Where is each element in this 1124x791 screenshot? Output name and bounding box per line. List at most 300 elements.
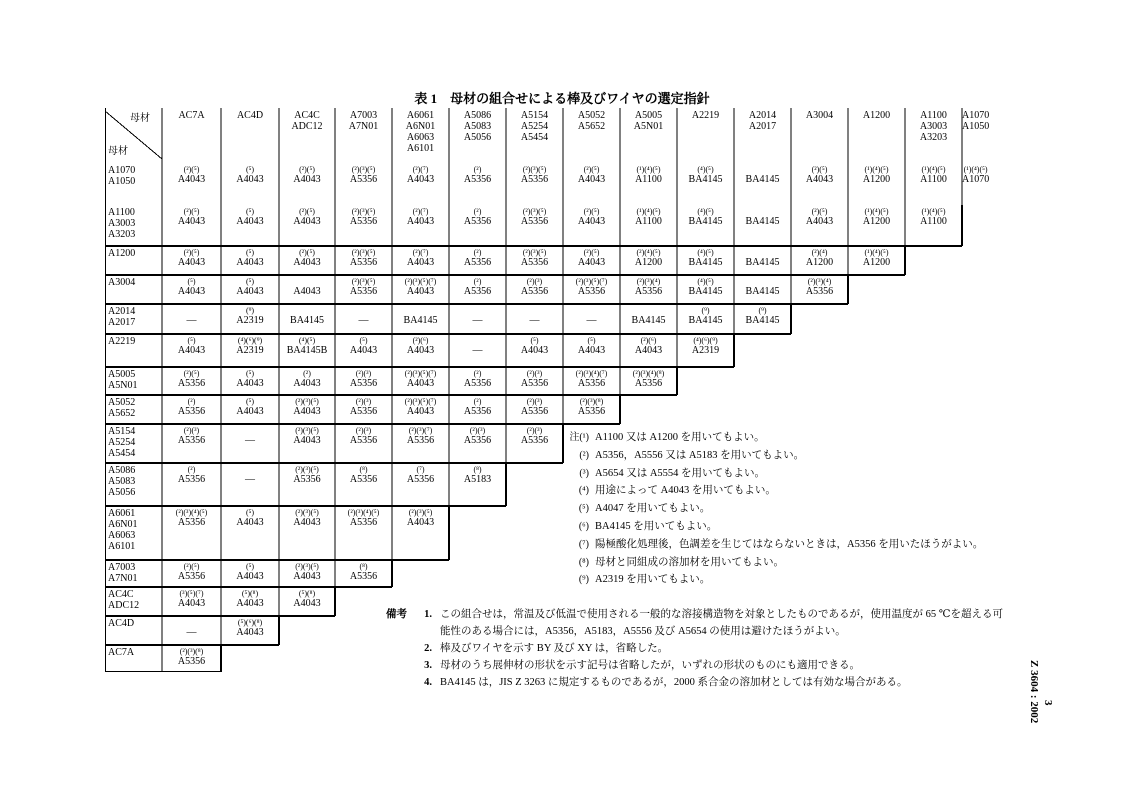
table-cell [335,369,392,389]
cell-value: BA4145 [688,315,723,326]
table-cell [392,248,449,268]
cell-value: — [245,474,255,485]
cell-annotation: (²)(³)(⁵) [351,248,376,257]
cell-annotation: (⁵) [530,336,539,345]
column-header [221,110,279,121]
column-header [677,110,734,121]
table-cell [563,336,620,356]
row-header [108,336,135,347]
cell-value: A4043 [293,517,321,528]
cell-annotation: (²)(³)(⁵) [522,207,547,216]
cell-value: A5356 [577,406,606,417]
cell-value: A5356 [177,378,206,389]
cell-value: A2319 [691,345,720,356]
cell-annotation [563,306,620,315]
cell-annotation: (²)(³)(⁷) [408,426,433,435]
table-cell [848,248,905,268]
cell-annotation: (¹)(⁴)(⁵) [636,165,661,174]
table-cell [392,465,449,485]
row-header-name: A6101 [108,541,136,552]
table-cell [506,397,563,417]
remark-number [410,623,440,640]
table-cell [791,207,848,227]
footnote-mark: (³) [579,467,589,479]
cell-annotation: (²) [473,277,482,286]
remark-text: 棒及びワイヤを示す BY 及び XY は，省略した。 [440,643,669,654]
table-cell [449,426,506,446]
cell-annotation: (¹)(⁴)(⁵) [921,165,946,174]
cell-value: BA4145 [403,315,438,326]
row-header [108,207,135,240]
table-cell [620,207,677,227]
table-cell [620,165,677,185]
row-header-name: A3004 [108,277,136,288]
cell-value: A4043 [406,174,435,185]
row-header [108,369,137,391]
cell-value: BA4145 [745,216,780,227]
cell-value: A5356 [349,174,378,185]
cell-value: BA4145 [745,257,780,268]
cell-value: A1200 [805,257,834,268]
column-header [563,110,620,132]
footnote-mark: (⁴) [578,485,589,497]
footnote-item [555,554,983,572]
footnote-item [555,447,983,465]
table-cell [620,369,677,389]
table-cell [221,589,279,609]
cell-annotation [392,306,449,315]
row-header-name: A3003 [108,218,136,229]
cell-annotation: (²) [473,369,482,378]
cell-value: — [186,315,197,326]
cell-value: A4043 [236,174,264,185]
cell-value: A4043 [293,216,321,227]
table-cell [335,248,392,268]
remark-text: この組合せは，常温及び低温で使用される一般的な溶接構造物を対象としたものであるが，使用温度が 65 ℃を超える可 [440,609,1003,620]
cell-value: A1100 [920,174,947,185]
cell-value: — [186,627,197,638]
remark-line [386,657,1003,674]
row-header [108,426,135,459]
cell-value: A4043 [293,571,321,582]
column-header-name: AC4C [294,110,320,121]
table-cell [449,306,506,326]
cell-annotation: (⁵) [245,562,255,571]
table-cell [449,165,506,185]
table-cell [279,248,335,268]
table-cell [449,248,506,268]
row-header-name: A5N01 [108,380,138,391]
cell-annotation: (²)(³) [469,426,486,435]
cell-annotation [734,165,791,174]
table-cell [449,336,506,356]
cell-value: A5356 [520,257,549,268]
column-header-name: A7003 [349,110,378,121]
cell-value: — [358,315,369,326]
cell-value: A5356 [349,517,378,528]
row-header-name: AC4C [108,589,134,600]
cell-annotation: (⁵) [587,336,596,345]
table-cell [221,369,279,389]
cell-value: A4043 [177,257,206,268]
cell-value: A5356 [463,286,492,297]
cell-annotation: (⁸) [473,465,482,474]
table-cell [563,165,620,185]
cell-value: A5356 [177,435,206,446]
cell-annotation: (²)(³)(⁴)(⁷) [575,369,608,378]
table-cell [506,306,563,326]
cell-annotation [506,306,563,315]
cell-annotation: (²) [473,165,482,174]
row-header-name: A5652 [108,408,136,419]
table-cell [162,207,221,227]
cell-annotation [449,336,506,345]
column-header-name: A6N01 [405,121,436,132]
cell-value: A4043 [177,598,206,609]
row-header [108,165,135,187]
column-header-name: A6101 [406,143,435,154]
cell-annotation: (¹)(⁴)(⁵) [864,207,889,216]
footnote-item [555,482,983,500]
cell-value: A4043 [406,378,435,389]
remark-text: 母材のうち展伸材の形状を示す記号は省略したが，いずれの形状のものにも適用できる。 [440,660,860,671]
footnote-item [555,500,983,518]
cell-annotation: (⁸) [359,465,368,474]
cell-value: A5356 [349,435,378,446]
cell-annotation: (⁴)(⁵) [697,248,714,257]
cell-value: A5356 [406,435,435,446]
cell-value: A4043 [236,257,264,268]
cell-annotation: (²)(³) [355,369,372,378]
footnotes [555,429,983,589]
table-cell [279,336,335,356]
cell-value: A5356 [463,378,492,389]
remark-line [386,623,1003,640]
table-cell [162,508,221,528]
column-header-name: A5005 [634,110,663,121]
column-header [848,110,905,121]
column-header-name: A5086 [463,110,492,121]
cell-value: A5356 [577,286,606,297]
cell-value: A5356 [177,571,206,582]
cell-annotation: (⁵) [245,277,255,286]
cell-annotation: (²)(³)(⁵) [295,562,319,571]
cell-annotation: (²)(⁵) [183,248,200,257]
table-cell [620,277,677,297]
footnote-mark: (⁷) [578,538,589,550]
cell-value: A5356 [805,286,834,297]
table-cell [162,647,221,667]
row-header-name: A1050 [108,176,136,187]
corner-label-top: 母材 [130,113,150,124]
cell-value: A1100 [635,174,662,185]
row-header [108,306,135,328]
row-header-name: A7003 [108,562,136,573]
table-cell [279,465,335,485]
column-header-name: A2017 [748,121,777,132]
cell-annotation: (²)(⁵) [183,165,200,174]
table-cell [335,426,392,446]
table-cell [791,248,848,268]
footnote-text: A5356，A5556 又は A5183 を用いてもよい。 [595,449,805,461]
cell-annotation: (⁴)(⁵) [697,277,714,286]
cell-annotation [221,465,279,474]
column-header-name: A1070 [962,110,990,121]
cell-annotation: (²)(³)(⁸) [179,647,204,656]
cell-annotation: (²)(³)(⁵) [295,508,319,517]
table-cell [221,618,279,638]
cell-annotation: (⁹) [701,306,710,315]
table-cell [279,306,335,326]
table-cell [677,277,734,297]
cell-annotation: (⁵) [245,369,255,378]
remark-number: 1. [424,609,432,620]
cell-value: A5356 [634,378,663,389]
row-header-name: A6063 [108,530,136,541]
cell-annotation: (²)(⁵) [583,248,600,257]
remark-line [386,640,1003,657]
table-cell [506,248,563,268]
cell-annotation: (²)(⁵) [299,165,315,174]
row-header-name: A2017 [108,317,136,328]
row-header-name: A5056 [108,487,136,498]
cell-annotation: (²)(³)(⁵)(⁷) [575,277,608,286]
table-cell [449,369,506,389]
cell-annotation: (¹)(⁴)(⁵) [864,165,889,174]
cell-value: A4043 [177,345,206,356]
table-cell [563,306,620,326]
cell-value: A5356 [349,286,378,297]
remark-head [386,640,410,657]
remarks [386,606,1003,691]
row-header-name: A1200 [108,248,136,259]
table-cell [563,248,620,268]
cell-value: A5356 [349,216,378,227]
cell-value: A4043 [293,406,321,417]
cell-annotation: (²)(³)(⁵) [522,248,547,257]
row-header-name: ADC12 [108,600,140,611]
cell-annotation: (¹)(⁴)(⁵) [864,248,889,257]
table-cell [392,277,449,297]
cell-annotation [335,306,392,315]
cell-value: A5356 [177,474,206,485]
table-cell [221,277,279,297]
cell-value: A4043 [634,345,663,356]
cell-annotation: (²)(⁷) [412,248,429,257]
footnote-text: A4047 を用いてもよい。 [595,503,711,515]
remark-head: 備考 [386,609,407,620]
cell-annotation: (²)(³)(⁵) [295,465,319,474]
cell-value: A4043 [293,435,321,446]
table-cell [279,397,335,417]
cell-value: BA4145B [286,345,328,356]
table-cell [162,336,221,356]
cell-value: A4043 [236,627,264,638]
remark-head [386,657,410,674]
cell-annotation: (²)(⁵) [183,562,200,571]
remark-number: 3. [424,660,432,671]
column-header-name: AC7A [178,110,205,121]
cell-annotation: (⁸) [359,562,368,571]
cell-annotation: (²) [187,465,196,474]
table-cell [162,618,221,638]
cell-value: BA4145 [290,315,324,326]
table-cell [162,397,221,417]
table-cell [734,277,791,297]
table-cell [392,207,449,227]
column-header-name: A5154 [520,110,549,121]
cell-value: A5356 [520,286,549,297]
cell-annotation: (²)(³)(⁸) [579,397,604,406]
row-header [108,589,139,611]
cell-annotation [734,248,791,257]
table-cell [279,165,335,185]
corner-label-left: 母材 [108,146,128,157]
cell-value: A4043 [293,174,321,185]
cell-annotation: (²) [473,248,482,257]
table-cell [905,207,962,227]
cell-value: BA4145 [745,315,780,326]
table-cell [392,336,449,356]
table-cell [335,165,392,185]
cell-value: A4043 [236,286,264,297]
table-cell [221,165,279,185]
cell-value: A1100 [920,216,947,227]
column-header-name: AC4D [236,110,264,121]
table-cell [677,207,734,227]
cell-value: A5356 [349,406,378,417]
cell-value: A5183 [463,474,492,485]
cell-annotation: (²)(³)(⁵) [351,207,376,216]
cell-value: A4043 [293,286,321,297]
cell-value: A5356 [349,378,378,389]
cell-annotation [279,306,335,315]
cell-value: A5356 [463,174,492,185]
row-header-name: A1070 [108,165,136,176]
cell-annotation: (¹)(⁴)(⁵) [921,207,946,216]
cell-annotation: (¹)(⁴)(⁵) [963,165,988,174]
table-cell [221,426,279,446]
cell-value: BA4145 [745,174,780,185]
remark-number: 2. [424,643,432,654]
cell-annotation: (³)(⁵)(⁷) [179,589,204,598]
cell-value: A1200 [862,257,891,268]
column-header [962,110,989,132]
cell-value: A4043 [805,216,834,227]
row-header-name: A1100 [108,207,135,218]
table-cell [848,165,905,185]
cell-value: A4043 [236,216,264,227]
footnote-text: 用途によって A4043 を用いてもよい。 [595,485,776,497]
table-cell [162,589,221,609]
footnote-text: A2319 を用いてもよい。 [595,574,711,586]
table-cell [392,369,449,389]
column-header-name: A2219 [691,110,720,121]
cell-annotation: (²) [473,207,482,216]
cell-value: BA4145 [688,257,723,268]
cell-value: A5356 [177,406,206,417]
row-header [108,397,135,419]
cell-value: A5356 [463,406,492,417]
standard-code: Z 3604 : 2002 [1028,660,1040,724]
cell-annotation: (²)(³)(⁵)(⁷) [404,369,437,378]
cell-value: A5356 [293,474,321,485]
cell-annotation: (⁵) [245,508,255,517]
footnote-text: BA4145 を用いてもよい。 [595,520,718,532]
column-header-name: A6061 [406,110,435,121]
remark-line [386,606,1003,623]
page-number: 3 [1042,700,1054,706]
cell-value: A4043 [236,378,264,389]
cell-value: A4043 [577,345,606,356]
cell-annotation: (²)(³)(⁴)(⁵) [175,508,208,517]
cell-annotation: (²)(³)(⁵) [351,277,376,286]
cell-annotation: (²) [303,369,311,378]
cell-annotation: (²)(³)(⁵) [351,165,376,174]
cell-value: A5356 [520,435,549,446]
table-cell [162,465,221,485]
cell-annotation: (⁴)(⁵) [697,207,714,216]
cell-value: A1200 [634,257,663,268]
row-header [108,508,137,552]
cell-value: BA4145 [631,315,666,326]
column-header-name: A3203 [919,132,948,143]
table-cell [221,306,279,326]
table-cell [279,589,335,609]
table-cell [392,306,449,326]
footnote-text: A5654 又は A5554 を用いてもよい。 [595,467,766,479]
cell-value: A5356 [349,571,378,582]
table-cell [563,207,620,227]
table-cell [221,465,279,485]
remark-head [386,623,410,640]
cell-annotation: (²)(³) [355,397,372,406]
table-cell [279,207,335,227]
cell-annotation: (⁵) [245,397,255,406]
row-header [108,562,137,584]
cell-annotation: (²)(³) [183,426,200,435]
table-cell [162,277,221,297]
table-cell [279,426,335,446]
cell-value: A5356 [520,378,549,389]
cell-value: A4043 [406,216,435,227]
cell-value: A5356 [520,216,549,227]
cell-value: BA4145 [745,286,780,297]
column-header [162,110,221,121]
column-header-name: ADC12 [291,121,323,132]
cell-value: A4043 [577,257,606,268]
cell-value: A4043 [406,345,435,356]
cell-annotation: (²)(³)(⁴) [807,277,832,286]
table-cell [449,207,506,227]
footnote-item [555,536,983,554]
cell-annotation: (²)(³)(⁵) [408,508,433,517]
table-cell [449,397,506,417]
cell-value: A4043 [577,216,606,227]
remark-number: 4. [424,677,432,688]
cell-value: A5356 [349,474,378,485]
cell-annotation: (⁵)(⁶)(⁸) [237,618,263,627]
table-cell [221,336,279,356]
table-cell [563,277,620,297]
cell-value: A5356 [463,216,492,227]
row-header-name: A5052 [108,397,136,408]
column-header-name: A1050 [962,121,990,132]
cell-annotation: (²)(⁵) [583,207,600,216]
cell-annotation: (⁵) [359,336,368,345]
cell-annotation: (²)(⁷) [412,165,429,174]
table-cell [905,165,962,185]
